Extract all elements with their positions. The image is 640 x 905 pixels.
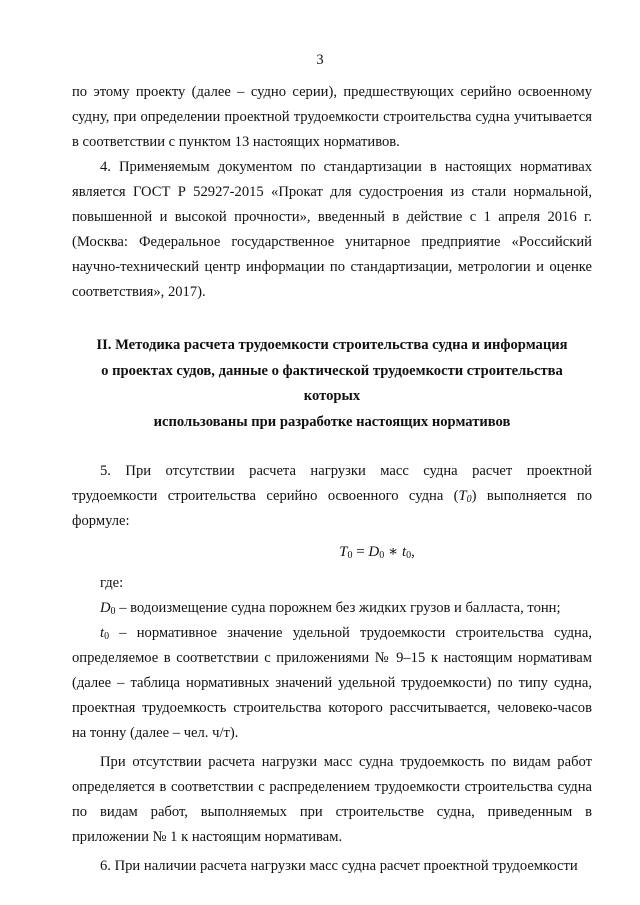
definition-t0: $t_0$ – нормативное значение удельной трудоемкости строительства судна, определяемое в соответствии с приложениями № 9–15 к настоящим нормативам (далее – таблица нормативных значений удельной трудоемкости) по типу судна, проектная трудоемкость строительства которого рассчитывается, человеко-часов на тонну (далее – чел. ч/т). <box>72 625 592 741</box>
where-label: где: <box>100 575 124 591</box>
paragraph-continuation: по этому проекту (далее – судно серии), предшествующих серийно освоенному судну, при определении проектной трудоемкости строительства судна учитывается в соответствии с пунктом 13 настоящих нормативов. <box>72 84 592 150</box>
paragraph-6: 6. При наличии расчета нагрузки масс судна расчет проектной трудоемкости <box>100 858 578 874</box>
paragraph-4: 4. Применяемым документом по стандартизации в настоящих нормативах является ГОСТ Р 52927-2015 «Прокат для судостроения из стали нормальной, повышенной и высокой прочности», введенный в действие с 1 апреля 2016 г. (Москва: Федеральное государственное унитарное предприятие «Российский научно-технический центр информации по стандартизации, метрологии и оценке соответствия», 2017). <box>72 159 592 300</box>
paragraph-5-text-after: ) выполняется по формуле: <box>72 488 592 529</box>
section-heading-line-3: использованы при разработке настоящих нормативов <box>153 413 511 430</box>
definition-d0: $D_0$ – водоизмещение судна порожнем без жидких грузов и балласта, тонн; <box>100 600 561 617</box>
document-body <box>72 80 592 879</box>
paragraph-5 <box>72 459 592 534</box>
paragraph-5-text-before: 5. При отсутствии расчета нагрузки масс судна расчет проектной трудоемкости строительства серийно освоенного судна ( <box>72 463 592 504</box>
section-heading <box>72 333 592 435</box>
section-heading-line-1: II. Методика расчета трудоемкости строительства судна и информация <box>96 337 568 353</box>
variable-t0: $T_0$ <box>458 488 472 505</box>
formula: $T_0 = D_0$ ∗ $t_0$, <box>339 544 415 561</box>
section-heading-line-2: о проектах судов, данные о фактической трудоемкости строительства которых <box>101 362 563 404</box>
page-number: 3 <box>316 52 324 68</box>
paragraph-work-types: При отсутствии расчета нагрузки масс судна трудоемкость по видам работ определяется в соответствии с распределением трудоемкости строительства судна по видам работ, выполняемых при строительстве судна, приведенным в приложении № 1 к настоящим нормативам. <box>72 754 592 845</box>
